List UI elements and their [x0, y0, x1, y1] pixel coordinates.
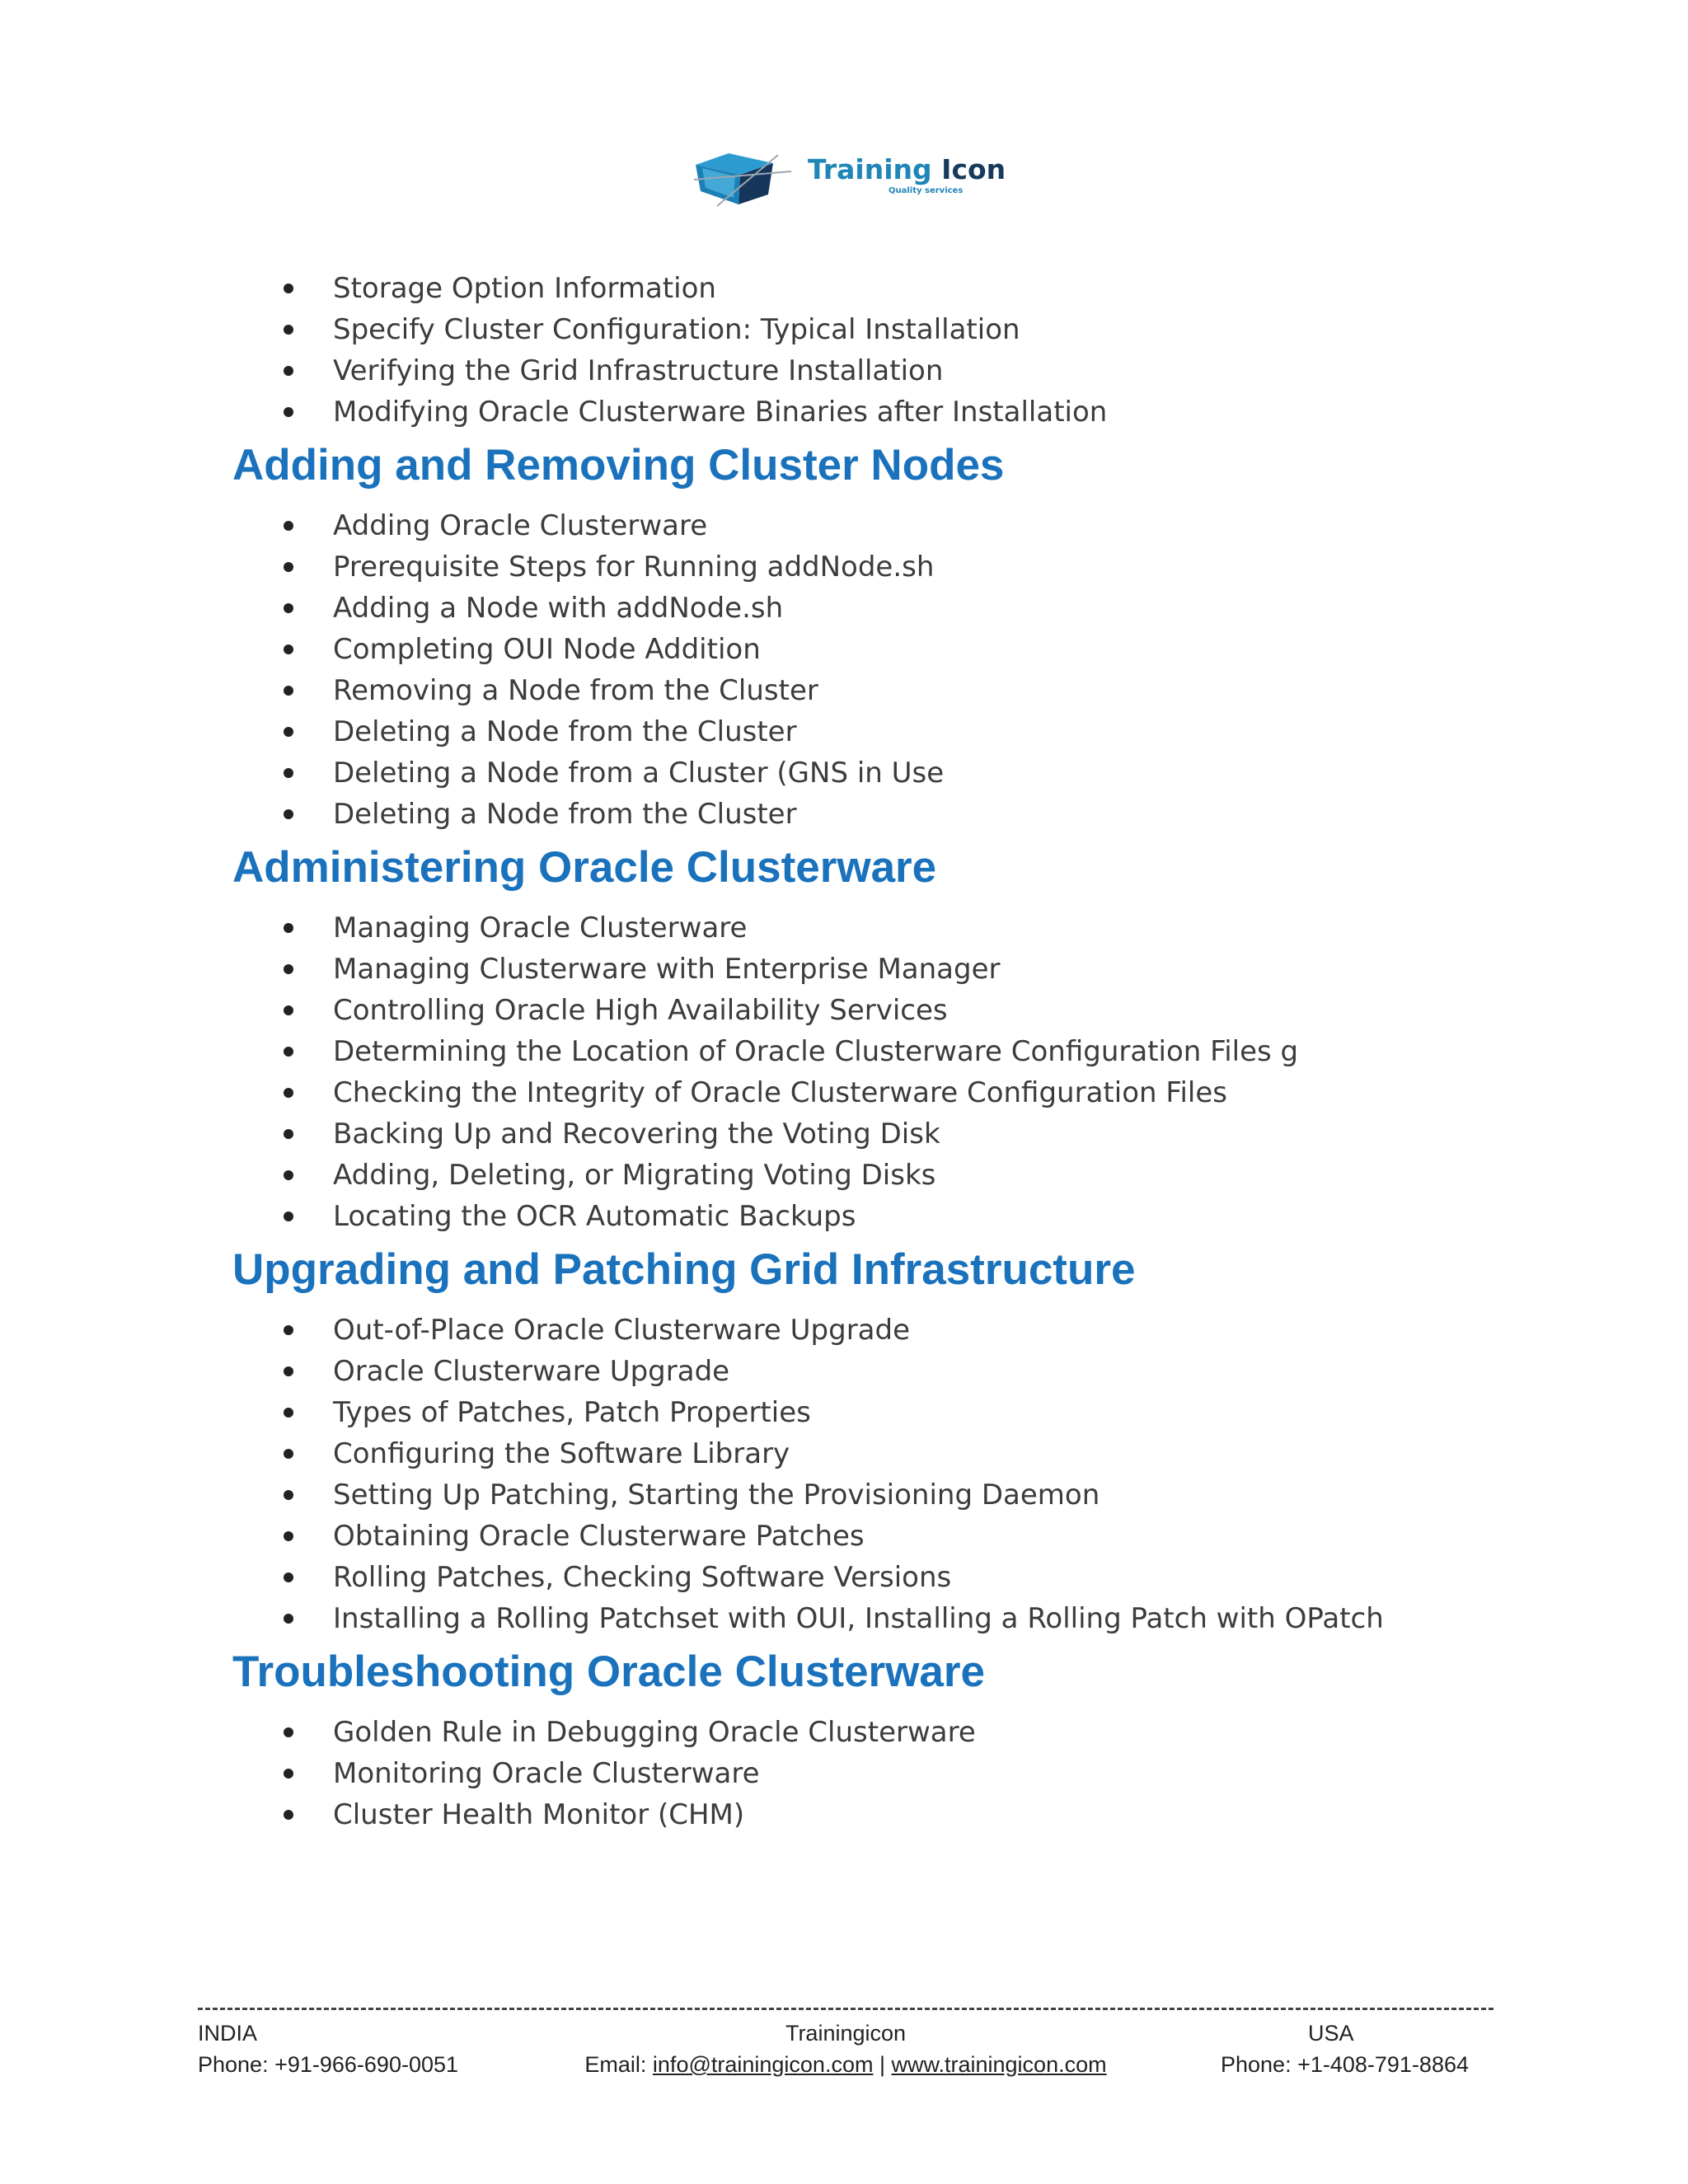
bullet-icon	[284, 1325, 293, 1335]
list-item	[232, 1072, 1518, 1113]
bullet-icon	[284, 1490, 293, 1500]
list-item-text: Removing a Node from the Cluster	[333, 674, 818, 707]
list-item-text: Specify Cluster Configuration: Typical Installation	[333, 313, 1020, 346]
bullet-icon	[284, 325, 293, 335]
list-item-text: Locating the OCR Automatic Backups	[333, 1200, 856, 1233]
list-item	[232, 588, 1518, 629]
bullet-icon	[284, 1005, 293, 1015]
list-item	[232, 1598, 1518, 1639]
bullet-icon	[284, 1047, 293, 1057]
section-heading: Troubleshooting Oracle Clusterware	[232, 1647, 985, 1696]
bullet-icon	[284, 809, 293, 819]
list-item-text: Out-of-Place Oracle Clusterware Upgrade	[333, 1314, 911, 1347]
course-outline	[232, 268, 1518, 1835]
list-item-text: Verifying the Grid Infrastructure Installation	[333, 354, 944, 387]
list-item-text: Adding a Node with addNode.sh	[333, 592, 784, 625]
bullet-icon	[284, 923, 293, 933]
bullet-icon	[284, 1088, 293, 1098]
footer-india-phone: Phone: +91-966-690-0051	[198, 2052, 459, 2077]
section-administering-clusterware	[232, 835, 1518, 1237]
list-item-text: Configuring the Software Library	[333, 1437, 790, 1470]
list-item-text: Deleting a Node from the Cluster	[333, 715, 797, 748]
list-item-text: Checking the Integrity of Oracle Clusterware Configuration Files	[333, 1076, 1227, 1109]
footer-separator: |	[873, 2052, 892, 2077]
cube-logo-icon	[692, 147, 808, 208]
bullet-icon	[284, 407, 293, 417]
list-item	[232, 1794, 1518, 1835]
bullet-icon	[284, 521, 293, 531]
footer-email-link[interactable]: info@trainingicon.com	[652, 2052, 874, 2077]
list-item	[232, 711, 1518, 752]
bullet-icon	[284, 1614, 293, 1624]
list-item	[232, 1196, 1518, 1237]
list-item	[232, 629, 1518, 670]
list-item-text: Managing Clusterware with Enterprise Manager	[333, 953, 1001, 986]
list-item-text: Golden Rule in Debugging Oracle Clusterware	[333, 1716, 976, 1749]
footer-usa-label: USA	[1308, 2021, 1354, 2046]
intro-list	[232, 268, 1518, 433]
list-item-text: Monitoring Oracle Clusterware	[333, 1757, 760, 1790]
list-item-text: Setting Up Patching, Starting the Provisioning Daemon	[333, 1479, 1100, 1511]
section-heading: Administering Oracle Clusterware	[232, 843, 937, 892]
list-item-text: Types of Patches, Patch Properties	[333, 1396, 811, 1429]
list-item-text: Deleting a Node from a Cluster (GNS in Use	[333, 757, 945, 790]
list-item	[232, 949, 1518, 990]
list-item	[232, 1753, 1518, 1794]
list-item	[232, 670, 1518, 711]
list-item-text: Modifying Oracle Clusterware Binaries after Installation	[333, 396, 1108, 429]
list-item-text: Storage Option Information	[333, 272, 716, 305]
bullet-icon	[284, 1810, 293, 1820]
bullet-icon	[284, 686, 293, 696]
bullet-icon	[284, 1408, 293, 1418]
footer-usa-phone: Phone: +1-408-791-8864	[1221, 2052, 1469, 2077]
footer-india-label: INDIA	[198, 2021, 258, 2046]
list-item	[232, 990, 1518, 1031]
bullet-icon	[284, 1727, 293, 1737]
list-item	[232, 505, 1518, 546]
logo-word-training: Training	[808, 153, 932, 185]
list-item-text: Deleting a Node from the Cluster	[333, 798, 797, 831]
list-item	[232, 1474, 1518, 1516]
bullet-icon	[284, 1572, 293, 1582]
list-item	[232, 1557, 1518, 1598]
list-item-text: Backing Up and Recovering the Voting Disk	[333, 1118, 940, 1151]
bullet-icon	[284, 1212, 293, 1221]
section-adding-removing-nodes	[232, 433, 1518, 835]
list-item-text: Cluster Health Monitor (CHM)	[333, 1798, 745, 1831]
list-item-text: Rolling Patches, Checking Software Versions	[333, 1561, 952, 1594]
list-item-text: Installing a Rolling Patchset with OUI, Installing a Rolling Patch with OPatch	[333, 1602, 1384, 1635]
bullet-icon	[284, 603, 293, 613]
list-item	[232, 1113, 1518, 1155]
bullet-icon	[284, 644, 293, 654]
section-troubleshooting	[232, 1639, 1518, 1835]
bullet-icon	[284, 727, 293, 737]
section-list	[232, 1712, 1518, 1835]
bullet-icon	[284, 366, 293, 376]
list-item	[232, 1392, 1518, 1433]
list-item	[232, 309, 1518, 350]
logo-tagline: Quality services	[889, 186, 964, 195]
bullet-icon	[284, 1170, 293, 1180]
list-item	[232, 391, 1518, 433]
logo-word-icon: Icon	[941, 153, 1006, 185]
section-list	[232, 1310, 1518, 1639]
list-item	[232, 1516, 1518, 1557]
list-item	[232, 268, 1518, 309]
section-list	[232, 907, 1518, 1237]
list-item	[232, 1351, 1518, 1392]
brand-logo	[692, 147, 1006, 208]
bullet-icon	[284, 1769, 293, 1779]
bullet-icon	[284, 964, 293, 974]
list-item	[232, 907, 1518, 949]
list-item-text: Obtaining Oracle Clusterware Patches	[333, 1520, 865, 1553]
bullet-icon	[284, 1366, 293, 1376]
bullet-icon	[284, 768, 293, 778]
logo-wordmark	[808, 153, 1006, 185]
list-item-text: Prerequisite Steps for Running addNode.sh	[333, 551, 935, 583]
section-heading: Adding and Removing Cluster Nodes	[232, 441, 1005, 490]
list-item	[232, 1155, 1518, 1196]
list-item	[232, 1712, 1518, 1753]
list-item-text: Managing Oracle Clusterware	[333, 912, 748, 944]
bullet-icon	[284, 562, 293, 572]
footer-email-prefix: Email:	[584, 2052, 653, 2077]
footer-usa	[1221, 2018, 1469, 2080]
list-item-text: Completing OUI Node Addition	[333, 633, 761, 666]
footer-company-name: Trainingicon	[785, 2021, 907, 2046]
section-heading: Upgrading and Patching Grid Infrastructure	[232, 1245, 1136, 1294]
list-item-text: Adding, Deleting, or Migrating Voting Disks	[333, 1159, 936, 1192]
list-item-text: Controlling Oracle High Availability Services	[333, 994, 948, 1027]
list-item	[232, 1433, 1518, 1474]
list-item	[232, 752, 1518, 794]
bullet-icon	[284, 1449, 293, 1459]
list-item-text: Determining the Location of Oracle Clusterware Configuration Files g	[333, 1035, 1299, 1068]
bullet-icon	[284, 284, 293, 293]
list-item	[232, 1031, 1518, 1072]
footer-divider	[198, 2008, 1493, 2010]
section-list	[232, 505, 1518, 835]
list-item	[232, 546, 1518, 588]
list-item-text: Oracle Clusterware Upgrade	[333, 1355, 730, 1388]
list-item	[232, 350, 1518, 391]
list-item	[232, 794, 1518, 835]
section-upgrading-patching	[232, 1237, 1518, 1639]
list-item-text: Adding Oracle Clusterware	[333, 509, 708, 542]
bullet-icon	[284, 1531, 293, 1541]
list-item	[232, 1310, 1518, 1351]
bullet-icon	[284, 1129, 293, 1139]
footer-website-link[interactable]: www.trainingicon.com	[891, 2052, 1107, 2077]
